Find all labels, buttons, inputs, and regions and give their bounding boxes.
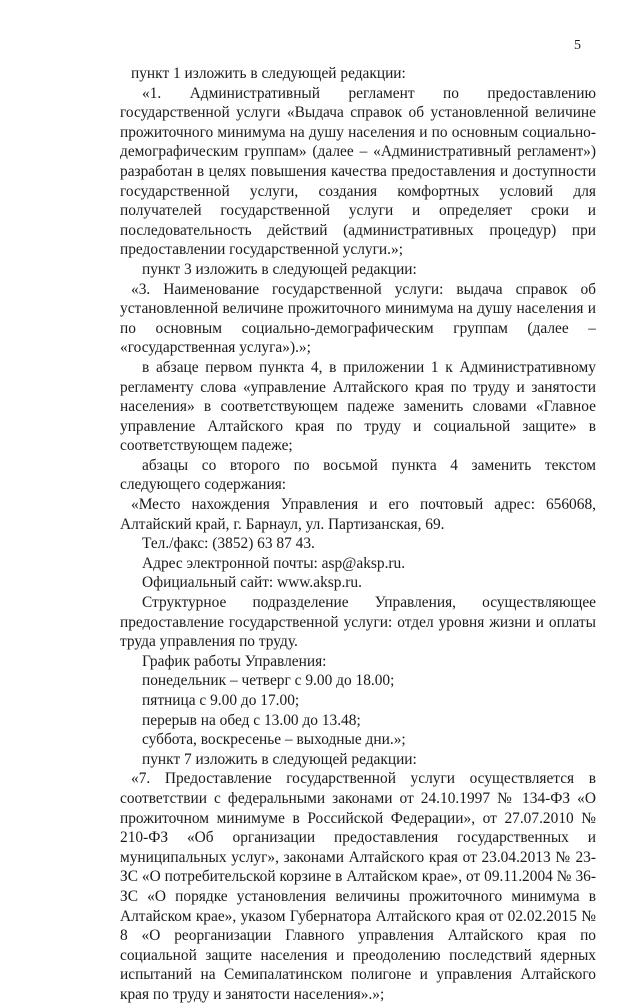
schedule-mon-thu: понедельник – четверг с 9.00 до 18.00; <box>142 672 395 690</box>
email-text: Адрес электронной почты: asp@aksp.ru. <box>142 554 406 572</box>
paragraph-1-text: «1. Административный регламент по предоставлению государственной услуги «Выдача справок об установленной величине прожиточного минимума на душу населения и по основным социально-демографическим группам» (далее – «Административный регламент») разработан в целях повышения качества предоставления и доступности государственной услуги, создания комфортных условий для получателей государственной услуги и определяет сроки и последовательность действий (административных процедур) при предоставлении государственной услуги.»; <box>120 84 596 259</box>
paragraph-7-text: «7. Предоставление государственной услуги осуществляется в соответствии с федеральными законами от 24.10.1997 № 134-ФЗ «О прожиточном минимуме в Российской Федерации», от 27.07.2010 № 210-ФЗ «Об организации предоставления государственных и муниципальных услуг», законами Алтайского края от 23.04.2013 № 23-ЗС «О потребительской корзине в Алтайском крае», от 09.11.2004 № 36-ЗС «О порядке установления величины прожиточного минимума в Алтайском крае», указом Губернатора Алтайского края от 02.02.2015 № 8 «О реорганизации Главного управления Алтайского края по социальной защите населения и преодолению последствий ядерных испытаний на Семипалатинском полигоне и управления Алтайского края по труду и занятости населения».»; <box>120 770 596 1003</box>
department-text: Структурное подразделение Управления, осуществляющее предоставление государственной услуги: отдел уровня жизни и оплаты труда управления по труду. <box>120 594 596 651</box>
paragraph-4-replace-heading: абзацы со второго по восьмой пункта 4 заменить текстом следующего содержания: <box>120 456 596 494</box>
document-body <box>120 64 596 1005</box>
paragraph-1-heading: пункт 1 изложить в следующей редакции: <box>131 65 406 82</box>
schedule-heading: График работы Управления: <box>142 652 327 670</box>
schedule-weekend: суббота, воскресенье – выходные дни.»; <box>142 731 406 749</box>
paragraph-4-amendment: в абзаце первом пункта 4, в приложении 1 к Административному регламенту слова «управление Алтайского края по труду и занятости населения» в соответствующем падеже заменить словами «Главное управление Алтайского края по труду и социальной защите» в соответствующем падеже; <box>120 358 596 455</box>
paragraph-7-heading: пункт 7 изложить в следующей редакции: <box>142 750 417 768</box>
schedule-lunch: перерыв на обед с 13.00 до 13.48; <box>142 711 361 729</box>
paragraph-3-heading: пункт 3 изложить в следующей редакции: <box>142 260 417 278</box>
website-text: Официальный сайт: www.aksp.ru. <box>142 574 362 592</box>
address-text: «Место нахождения Управления и его почтовый адрес: 656068, Алтайский край, г. Барнаул, ул. Партизанская, 69. <box>120 496 596 533</box>
phone-text: Тел./факс: (3852) 63 87 43. <box>142 535 315 553</box>
paragraph-3-text: «3. Наименование государственной услуги: выдача справок об установленной величине прожиточного минимума на душу населения и по основным социально-демографическим группам (далее – «государственная услуга»).»; <box>120 280 596 357</box>
schedule-friday: пятница с 9.00 до 17.00; <box>142 692 300 709</box>
page-number: 5 <box>574 38 581 53</box>
